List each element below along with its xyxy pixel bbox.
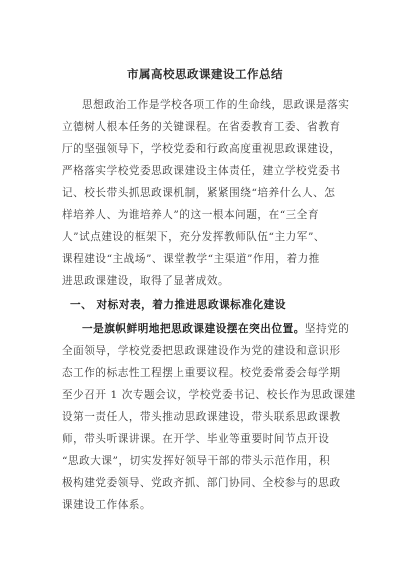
section-line: 态工作的标志性工程摆上重要议程。校党委常委会每学期 (62, 367, 341, 379)
section-line: “思政大课”，切实发挥好领导干部的带头示范作用，积 (62, 455, 331, 467)
section-line: 设第一责任人，带头推动思政课建设，带头联系思政课教 (62, 411, 341, 423)
section-line: 课建设工作体系。 (62, 499, 152, 511)
section-line: 全面领导，学校党委把思政课建设作为党的建设和意识形 (62, 345, 341, 357)
section-heading: 一、 对标对表，着力推进思政课标准化建设 (70, 299, 286, 311)
section-line: 至少召开 1 次专题会议，学校党委书记、校长作为思政课建 (62, 389, 356, 401)
document-title: 市属高校思政课建设工作总结 (127, 67, 283, 81)
section-line: 极构建党委领导、党政齐抓、部门协同、全校参与的思政 (62, 477, 341, 489)
intro-line: 思想政治工作是学校各项工作的生命线，思政课是落实 (82, 99, 350, 111)
section-lead-line (82, 322, 349, 336)
intro-line: 课程建设“主战场”、课堂教学“主渠道”作用，着力推 (62, 253, 320, 265)
intro-line: 进思政课建设，取得了显著成效。 (62, 275, 230, 287)
section-line: 师，带头听课讲课。在开学、毕业等重要时间节点开设 (62, 433, 330, 445)
intro-line: 样培养人、为谁培养人”的这一根本问题，在“三全育 (62, 209, 320, 221)
section-lead-tail: 坚持党的 (304, 323, 350, 335)
intro-line: 立德树人根本任务的关键课程。在省委教育工委、省教育 (62, 121, 341, 133)
section-lead-bold: 一是旗帜鲜明地把思政课建设摆在突出位置。 (82, 323, 305, 335)
intro-line: 记、校长带头抓思政课机制，紧紧围绕“培养什么人、怎 (62, 187, 336, 199)
intro-line: 厅的坚强领导下，学校党委和行政高度重视思政课建设， (62, 143, 341, 155)
intro-line: 严格落实学校党委思政课建设主体责任，建立学校党委书 (62, 165, 341, 177)
intro-line: 人”试点建设的框架下，充分发挥教师队伍“主力军”、 (62, 231, 326, 243)
